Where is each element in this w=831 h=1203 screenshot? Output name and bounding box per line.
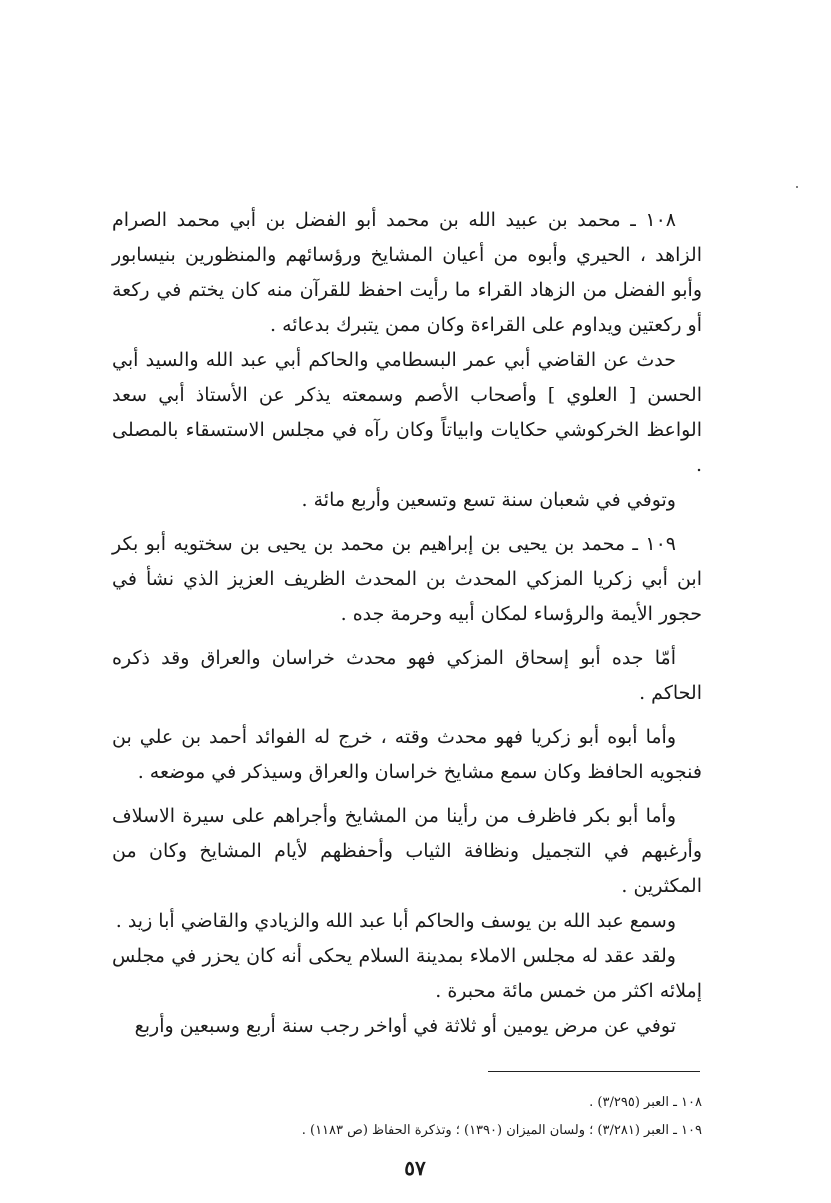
page-speck [796,186,798,188]
entry-109-grandfather-paragraph: أمّا جده أبو إسحاق المزكي فهو محدث خراسان والعراق وقد ذكره الحاكم . [112,647,702,704]
entry-109-father-paragraph: وأما أبوه أبو زكريا فهو محدث وقته ، خرج له الفوائد أحمد بن علي بن فنجويه الحافظ وكان سمع مشايخ خراسان والعراق وسيذكر في موضعه . [112,726,702,783]
page-number: ٥٧ [404,1156,426,1180]
entry-109-death-paragraph: توفي عن مرض يومين أو ثلاثة في أواخر رجب سنة أربع وسبعين وأربع [134,1015,676,1037]
entry-109-teachers-paragraph: وسمع عبد الله بن يوسف والحاكم أبا عبد الله والزيادي والقاضي أبا زيد . [115,910,676,932]
entry-108-narration-paragraph: حدث عن القاضي أبي عمر البسطامي والحاكم أبي عبد الله والسيد أبي الحسن [ العلوي ] وأصحاب الأصم وسمعته يذكر عن الأستاذ أبي سعد الواعظ الخركوشي حكايات وابياتاً وكان رآه في مجلس الاستسقاء بالمصلى . [112,349,702,476]
footnote-separator [488,1071,700,1072]
entry-108-heading-paragraph: ١٠٨ ـ محمد بن عبيد الله بن محمد أبو الفضل بن أبي محمد الصرام الزاهد ، الحيري وأبوه من أعيان المشايخ ورؤسائهم والمنظورين بنيسابور وأبو الفضل من الزهاد القراء ما رأيت احفظ للقرآن منه كان يختم في ركعة أو ركعتين ويداوم على القراءة وكان ممن يتبرك بدعائه . [112,209,702,336]
entry-108-death-paragraph: وتوفي في شعبان سنة تسع وتسعين وأربع مائة . [301,489,676,511]
footnotes [112,1089,702,1145]
footnote-108: ١٠٨ ـ العبر (٣/٢٩٥) . [589,1095,702,1110]
entry-109-character-paragraph: وأما أبو بكر فاظرف من رأينا من المشايخ وأجراهم على سيرة الاسلاف وأرغبهم في التجميل ونظافة الثياب وأحفظهم لأيام المشايخ وكان من المكثرين . [112,805,702,897]
footnote-109: ١٠٩ ـ العبر (٣/٢٨١) ؛ ولسان الميزان (١٣٩٠) ؛ وتذكرة الحفاظ (ص ١١٨٣) . [301,1123,702,1138]
main-text [112,203,702,1044]
entry-109-heading-paragraph: ١٠٩ ـ محمد بن يحيى بن إبراهيم بن محمد بن يحيى بن سختويه أبو بكر ابن أبي زكريا المزكي المحدث بن المحدث الظريف العزيز الذي نشأ في حجور الأيمة والرؤساء لمكان أبيه وحرمة جده . [112,533,702,625]
entry-109-dictation-paragraph: ولقد عقد له مجلس الاملاء بمدينة السلام يحكى أنه كان يحزر في مجلس إملائه اكثر من خمس مائة محبرة . [112,945,702,1002]
